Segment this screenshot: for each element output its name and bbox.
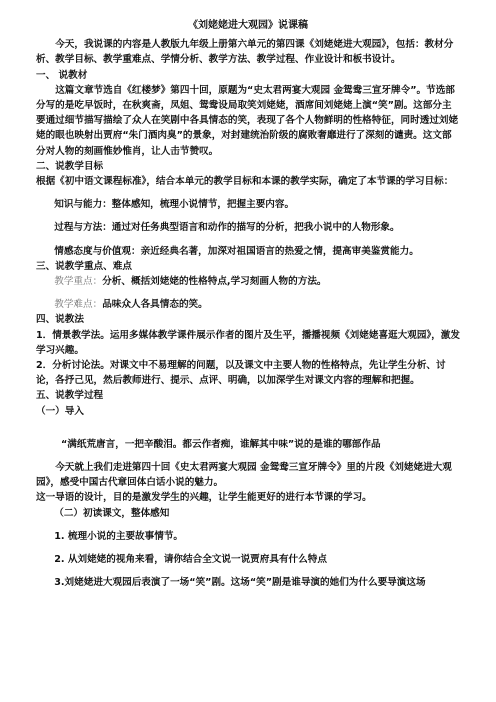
question-2: 2. 从刘姥姥的视角来看，请你结合全文说一说贾府具有什么特点 <box>54 554 327 566</box>
difficulty-line <box>36 297 460 312</box>
subsection-first-reading: （二）初读课文，整体感知 <box>54 507 170 519</box>
key-point-label: 教学重点： <box>54 276 103 288</box>
goal-process: 过程与方法：通过对任务典型语言和动作的描写的分析，把我小说中的人物形象。 <box>54 222 400 234</box>
method-1: 1．情景教学法。运用多媒体教学课件展示作者的图片及生平，播播视频《刘姥姥喜逛大观园》，激发学习兴趣。 <box>36 329 460 356</box>
goal-emotion: 情感态度与价值观：亲近经典名著，加深对祖国语言的热爱之情，提高审美鉴赏能力。 <box>54 245 419 257</box>
question-1: 1. 梳理小说的主要故事情节。 <box>54 530 184 542</box>
section-1-heading: 一、 说教材 <box>36 69 88 81</box>
section-3-heading: 三、说教学重点、难点 <box>36 260 132 272</box>
document-title: 《刘姥姥进大观园》说课稿 <box>188 20 308 31</box>
difficulty-text: 品味众人各具情态的笑。 <box>102 299 208 311</box>
section-2-body: 根据《初中语文课程标准》，结合本单元的教学目标和本课的教学实际，确定了本节课的学习目标： <box>36 176 454 188</box>
opening-quote: “满纸荒唐言，一把辛酸泪。都云作者痴，谁解其中味”说的是谁的哪部作品 <box>60 438 381 450</box>
section-2-heading: 二、说教学目标 <box>36 160 104 172</box>
key-point-line <box>36 274 460 289</box>
section-5-heading: 五、说教学过程 <box>36 390 104 402</box>
difficulty-label: 教学难点： <box>54 299 103 311</box>
purpose-paragraph: 这一导语的设计，目的是激发学生的兴趣，让学生能更好的进行本节课的学习。 <box>36 492 372 504</box>
question-3: 3.刘姥姥进大观园后表演了一场“笑”剧。这场“笑”剧是谁导演的她们为什么要导演这场 <box>54 577 426 589</box>
lead-in-paragraph: 今天就上我们走进第四十回《史太君两宴大观园 金鸳鸯三宣牙牌令》里的片段《刘姥姥进大观园》，感受中国古代章回体白话小说的魅力。 <box>36 462 452 489</box>
section-1-body: 这篇文章节选自《红楼梦》第四十回，原题为“史太君两宴大观园 金鸳鸯三宣牙牌令”。节选部分写的是吃早饭时，在秋爽斋，凤姐、鸳鸯设局取笑刘姥姥，酒席间刘姥姥上演“笑”剧。这部分主要通过细节描写描绘了众人在笑剧中各具情态的笑，表现了各个人物鲜明的性格特征，同时透过刘姥姥的眼也映射出贾府“朱门酒肉臭”的景象，对封建统治阶级的腐败奢靡进行了深刻的谴责。这文部分对人物的刻画惟妙惟肖，让人击节赞叹。 <box>36 84 459 157</box>
method-2: 2．分析讨论法。对课文中不易理解的问题，以及课文中主要人物的性格特点，先让学生分析、讨论，各抒己见，然后教师进行、提示、点评、明确，以加深学生对课文内容的理解和把握。 <box>36 360 446 387</box>
key-point-text: 分析、概括刘姥姥的性格特点,学习刻画人物的方法。 <box>102 276 327 288</box>
subsection-lead-in: （一）导入 <box>36 405 84 417</box>
intro-paragraph: 今天，我说课的内容是人教版九年级上册第六单元的第四课《刘姥姥进大观园》，包括：教材分析、教学目标、教学重难点、学情分析、教学方法、教学过程、作业设计和板书设计。 <box>36 39 454 66</box>
goal-knowledge: 知识与能力：整体感知，梳理小说情节，把握主要内容。 <box>54 199 295 211</box>
section-4-heading: 四、说教法 <box>36 314 84 326</box>
